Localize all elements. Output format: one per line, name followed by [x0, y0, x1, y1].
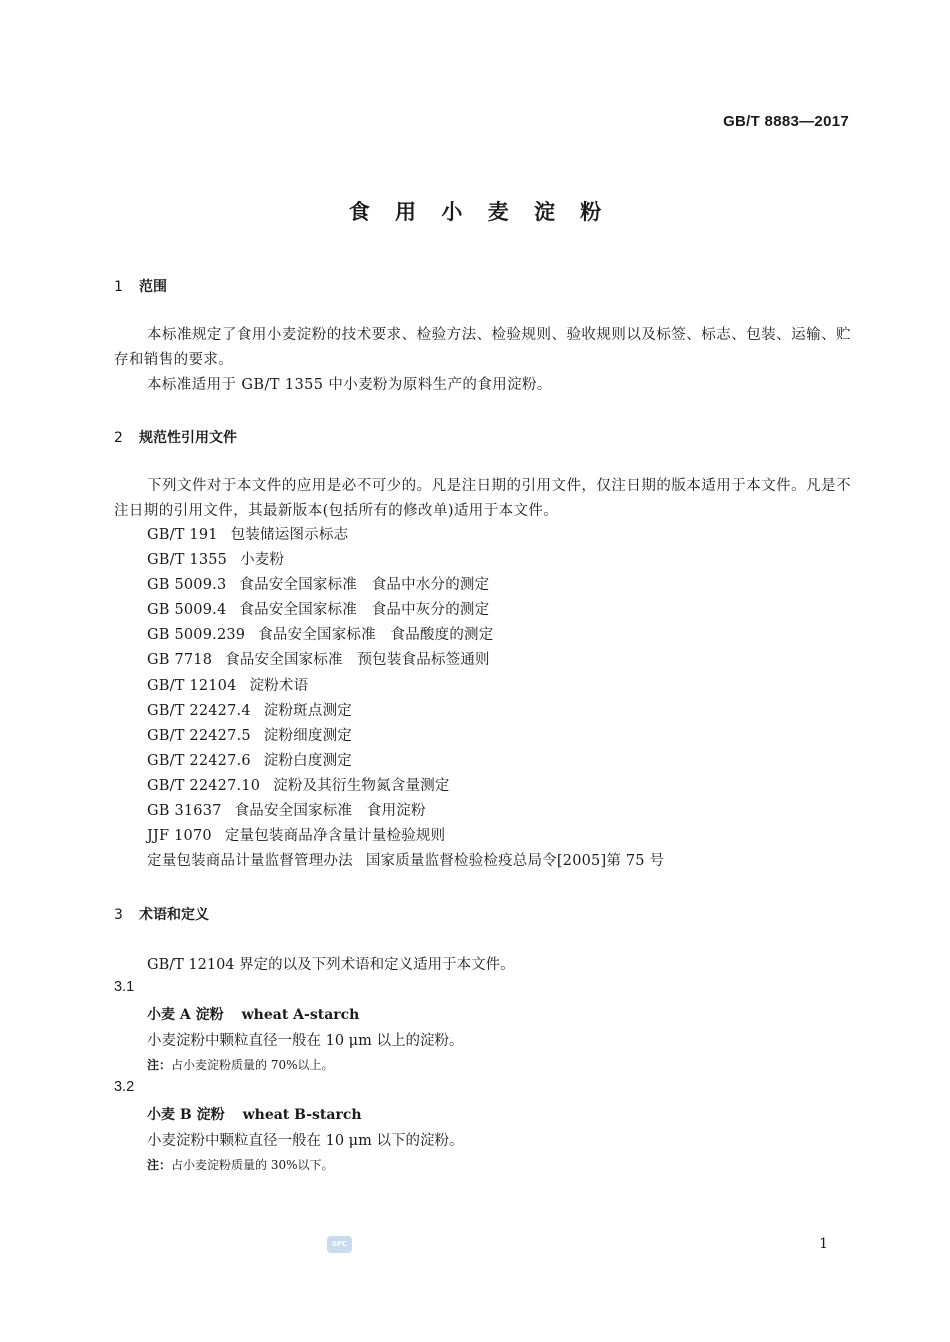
reference-item — [147, 598, 664, 623]
scope-paragraph-2: 本标准适用于 GB/T 1355 中小麦粉为原料生产的食用淀粉。 — [147, 377, 552, 393]
reference-item — [147, 648, 664, 673]
section-number: 3 — [114, 907, 123, 923]
term-name-zh: 小麦 A 淀粉 — [147, 1007, 224, 1023]
document-title: 食 用 小 麦 淀 粉 — [348, 200, 611, 224]
reference-title: 食品安全国家标准 食品酸度的测定 — [258, 627, 494, 644]
term-definition: 小麦淀粉中颗粒直径一般在 10 μm 以下的淀粉。 — [147, 1133, 464, 1149]
note-text: 占小麦淀粉质量的 70%以上。 — [171, 1058, 334, 1072]
reference-title: 定量包装商品净含量计量检验规则 — [224, 828, 446, 845]
publisher-logo: SPC — [327, 1236, 352, 1253]
reference-item — [147, 724, 664, 749]
reference-code: GB 5009.4 — [147, 602, 227, 619]
term-name-en: wheat A-starch — [241, 1007, 360, 1023]
standard-code: GB/T 8883—2017 — [723, 113, 849, 130]
reference-item — [147, 849, 664, 874]
term-name — [147, 1004, 359, 1024]
reference-list — [147, 523, 664, 874]
section-title: 范围 — [139, 279, 167, 295]
page-number: 1 — [819, 1236, 828, 1252]
reference-item — [147, 774, 664, 799]
reference-code: GB/T 22427.10 — [147, 777, 261, 794]
section-number: 1 — [114, 279, 123, 295]
note-label: 注： — [147, 1158, 172, 1172]
term-name — [147, 1104, 362, 1124]
note-text: 占小麦淀粉质量的 30%以下。 — [171, 1158, 334, 1172]
reference-code: GB 31637 — [147, 803, 222, 820]
note-label: 注： — [147, 1058, 172, 1072]
reference-code: 定量包装商品计量监督管理办法 — [147, 853, 353, 870]
terms-intro-line: GB/T 12104 界定的以及下列术语和定义适用于本文件。 — [147, 957, 515, 973]
term-note — [147, 1156, 334, 1173]
reference-item — [147, 674, 664, 699]
reference-code: GB 5009.3 — [147, 577, 227, 594]
reference-code: GB/T 22427.6 — [147, 752, 251, 769]
reference-title: 食品安全国家标准 预包装食品标签通则 — [225, 652, 490, 669]
reference-code: GB/T 191 — [147, 527, 218, 543]
reference-code: GB/T 22427.5 — [147, 727, 251, 744]
reference-code: GB/T 1355 — [147, 552, 228, 569]
reference-item — [147, 623, 664, 648]
term-name-zh: 小麦 B 淀粉 — [147, 1107, 225, 1123]
section-title: 术语和定义 — [139, 907, 209, 923]
section-heading-terms-and-definitions — [114, 904, 209, 924]
references-intro-paragraph: 下列文件对于本文件的应用是必不可少的。凡是注日期的引用文件，仅注日期的版本适用于本文件。凡是不注日期的引用文件，其最新版本(包括所有的修改单)适用于本文件。 — [114, 478, 851, 519]
reference-title: 淀粉斑点测定 — [263, 702, 352, 719]
reference-title: 淀粉术语 — [249, 677, 309, 694]
reference-title: 食品安全国家标准 食用淀粉 — [234, 803, 426, 820]
reference-title: 小麦粉 — [240, 552, 285, 569]
term-name-en: wheat B-starch — [242, 1107, 362, 1123]
term-number: 3.1 — [114, 979, 135, 995]
section-number: 2 — [114, 430, 123, 446]
reference-item — [147, 699, 664, 724]
reference-item — [147, 573, 664, 598]
section-title: 规范性引用文件 — [139, 430, 237, 446]
reference-item — [147, 523, 664, 548]
reference-code: JJF 1070 — [147, 828, 212, 845]
reference-code: GB 5009.239 — [147, 627, 246, 644]
reference-title: 食品安全国家标准 食品中灰分的测定 — [239, 602, 490, 619]
reference-item — [147, 824, 664, 849]
section-heading-normative-references — [114, 427, 237, 447]
reference-title: 淀粉细度测定 — [263, 727, 352, 744]
reference-code: GB/T 22427.4 — [147, 702, 251, 719]
term-definition: 小麦淀粉中颗粒直径一般在 10 μm 以上的淀粉。 — [147, 1033, 464, 1049]
reference-title: 淀粉及其衍生物氮含量测定 — [273, 777, 450, 794]
reference-title: 淀粉白度测定 — [263, 752, 352, 769]
scope-paragraph-1: 本标准规定了食用小麦淀粉的技术要求、检验方法、检验规则、验收规则以及标签、标志、包装、运输、贮存和销售的要求。 — [114, 327, 851, 368]
reference-item — [147, 799, 664, 824]
term-number: 3.2 — [114, 1079, 135, 1095]
term-note — [147, 1056, 334, 1073]
reference-title: 包装储运图示标志 — [230, 527, 349, 543]
reference-title: 食品安全国家标准 食品中水分的测定 — [239, 577, 490, 594]
section-heading-scope — [114, 276, 167, 296]
reference-item — [147, 749, 664, 774]
reference-code: GB/T 12104 — [147, 677, 237, 694]
reference-title: 国家质量监督检验检疫总局令[2005]第 75 号 — [365, 853, 665, 870]
reference-item — [147, 548, 664, 573]
reference-code: GB 7718 — [147, 652, 213, 669]
